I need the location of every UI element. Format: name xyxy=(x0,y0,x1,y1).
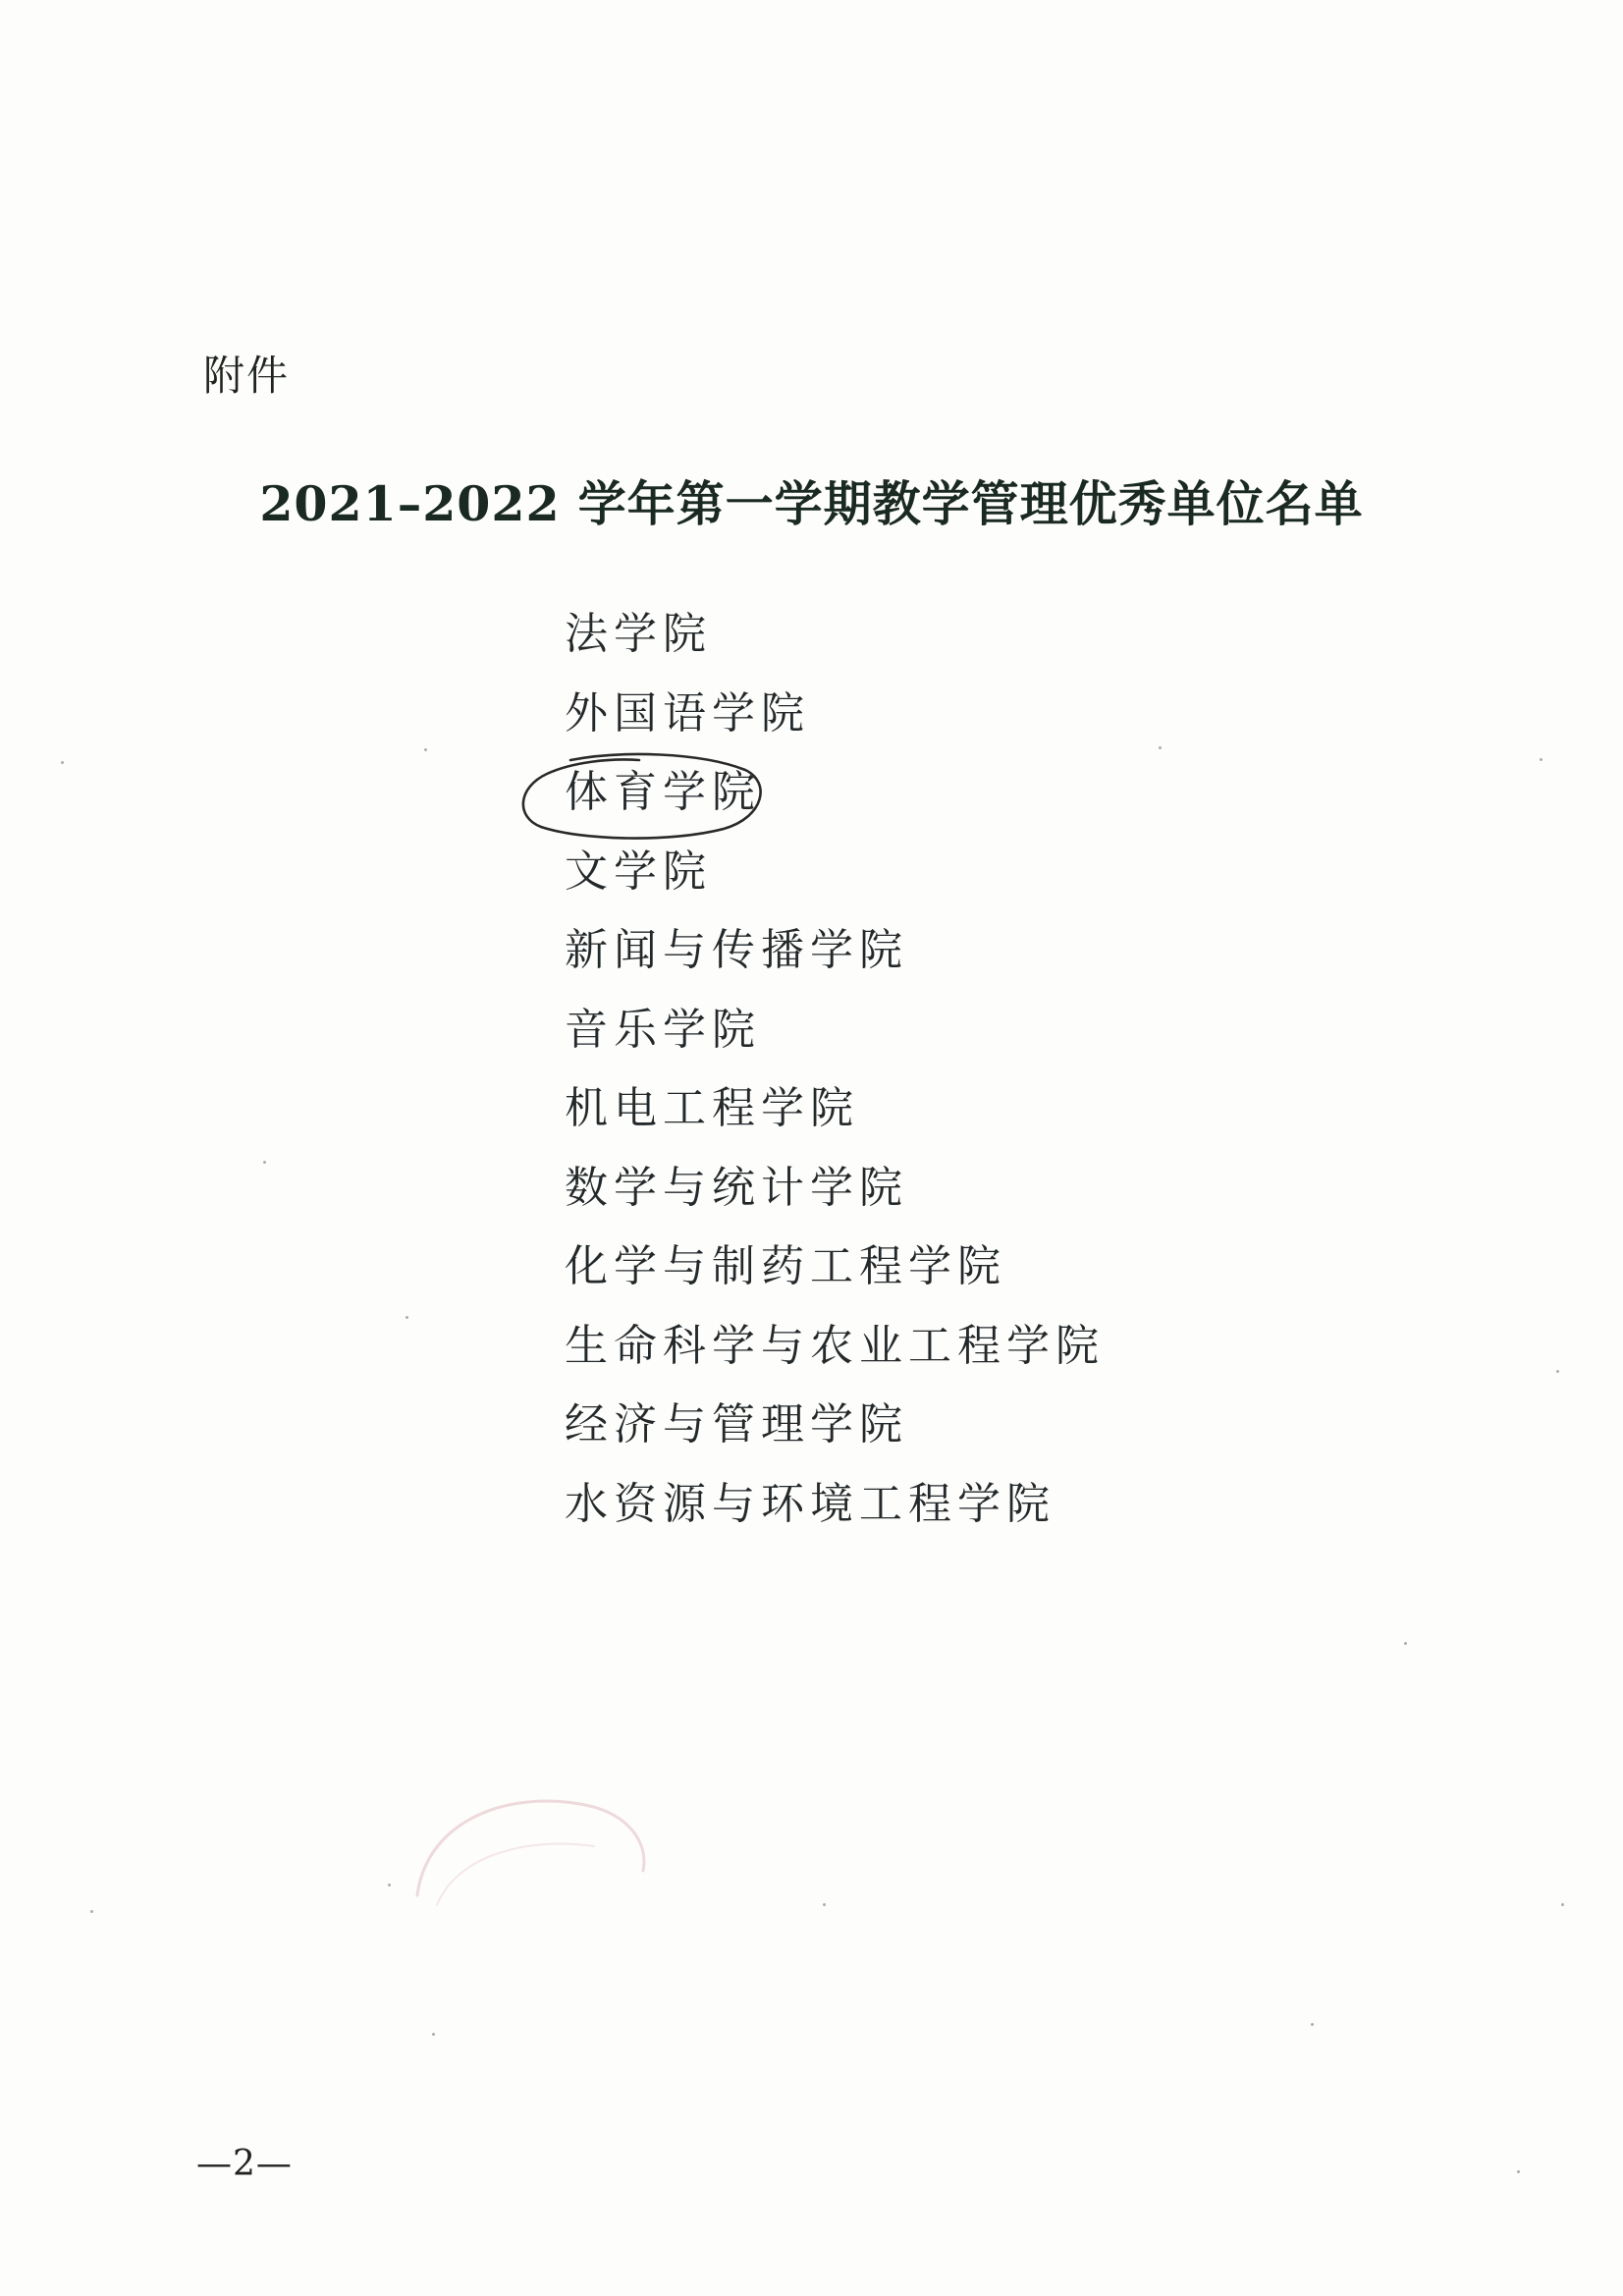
unit-item-label: 体育学院 xyxy=(565,767,761,817)
unit-item: 机电工程学院 xyxy=(565,1083,859,1133)
scan-speck xyxy=(1159,746,1162,749)
unit-list xyxy=(565,604,1105,1553)
unit-item: 经济与管理学院 xyxy=(565,1399,908,1449)
scan-speck xyxy=(263,1161,266,1164)
scan-speck xyxy=(1540,758,1542,761)
unit-item-circled xyxy=(565,762,1105,842)
page-number: —2— xyxy=(196,2144,293,2184)
unit-item: 数学与统计学院 xyxy=(565,1162,908,1213)
scan-speck xyxy=(432,2033,435,2036)
unit-item: 音乐学院 xyxy=(565,1004,761,1055)
faded-seal-stamp xyxy=(398,1777,653,1954)
scan-speck xyxy=(1517,2170,1520,2173)
scan-speck xyxy=(388,1884,391,1886)
scan-speck xyxy=(1561,1903,1564,1906)
unit-item: 生命科学与农业工程学院 xyxy=(565,1320,1105,1371)
unit-item: 法学院 xyxy=(565,609,712,659)
unit-item: 新闻与传播学院 xyxy=(565,925,908,975)
scan-speck xyxy=(1404,1642,1407,1645)
scan-speck xyxy=(61,761,64,764)
scan-speck xyxy=(406,1316,408,1319)
scan-speck xyxy=(90,1910,93,1913)
scan-speck xyxy=(424,748,427,751)
document-title: 2021–2022 学年第一学期教学管理优秀单位名单 xyxy=(259,475,1364,532)
unit-item: 文学院 xyxy=(565,846,712,897)
scan-speck xyxy=(1556,1370,1559,1373)
attachment-label: 附件 xyxy=(203,352,291,400)
scan-speck xyxy=(1311,2023,1314,2026)
unit-item: 水资源与环境工程学院 xyxy=(565,1478,1055,1529)
scan-speck xyxy=(823,1903,826,1906)
unit-item: 化学与制药工程学院 xyxy=(565,1241,1006,1291)
unit-item: 外国语学院 xyxy=(565,687,810,738)
